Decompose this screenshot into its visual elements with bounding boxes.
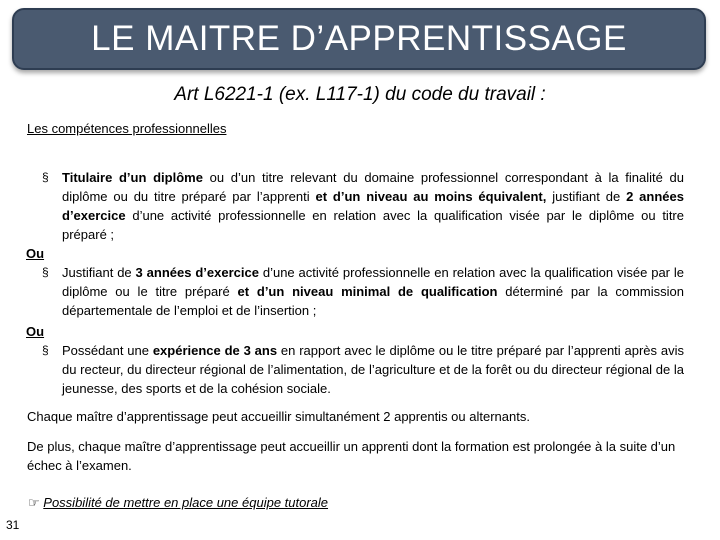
tutor-team-link[interactable]: Possibilité de mettre en place une équipe tutorale: [43, 495, 329, 510]
text-segment: Justifiant de: [62, 265, 136, 280]
paragraph-extension: De plus, chaque maître d’apprentissage peut accueillir un apprenti dont la formation est prolongée à la suite d’un échec à l’examen.: [27, 439, 676, 473]
text-segment: justifiant de: [546, 189, 627, 204]
text-segment: d’une activité professionnelle en relation avec la qualification visée par le diplôme ou le titre préparé: [62, 265, 685, 299]
article-reference: Art L6221-1 (ex. L117-1) du code du travail :: [174, 84, 546, 105]
text-segment: et d’un niveau minimal de qualification: [237, 284, 498, 299]
text-segment: Titulaire d’un diplôme: [62, 170, 203, 185]
text-segment: 3 années d’exercice: [135, 265, 259, 280]
text-segment: déterminé par la commission départementale de l’emploi et de l’insertion ;: [62, 284, 684, 318]
bullet-marker: §: [42, 170, 49, 184]
text-segment: 2 années d’exercice: [62, 189, 684, 223]
bullet-marker: §: [42, 343, 49, 357]
text-segment: Possédant une: [62, 343, 153, 358]
or-label-1: Ou: [26, 246, 45, 261]
bullet-text-1: [62, 168, 684, 244]
bullet-text-3: [62, 341, 684, 398]
tutor-team-note[interactable]: [28, 495, 328, 511]
bullet-marker: §: [42, 265, 49, 279]
pointing-hand-icon: ☞: [28, 495, 40, 510]
text-segment: en rapport avec le diplôme ou le titre préparé par l’apprenti après avis du recteur, du directeur régional de l’alimentation, de l’agriculture et de la forêt ou du directeur régional de la jeunesse, des sports et de la cohésion sociale.: [62, 343, 684, 396]
page-number: 31: [6, 518, 20, 532]
text-segment: ou d’un titre relevant du domaine professionnel correspondant à la finalité du diplôme ou du titre préparé par l’apprenti: [62, 170, 685, 204]
bullet-text-2: [62, 263, 684, 320]
title-banner: [12, 8, 706, 70]
paragraph-simultaneous: Chaque maître d’apprentissage peut accueillir simultanément 2 apprentis ou alternants.: [27, 409, 530, 424]
text-segment: expérience de 3 ans: [152, 343, 278, 358]
text-segment: d’une activité professionnelle en relation avec la qualification visée par le diplôme ou titre préparé ;: [62, 208, 684, 242]
text-segment: et d’un niveau au moins équivalent,: [315, 189, 547, 204]
section-heading: Les compétences professionnelles: [27, 121, 227, 136]
or-label-2: Ou: [26, 324, 45, 339]
page-title: LE MAITRE D’APPRENTISSAGE: [91, 19, 627, 58]
